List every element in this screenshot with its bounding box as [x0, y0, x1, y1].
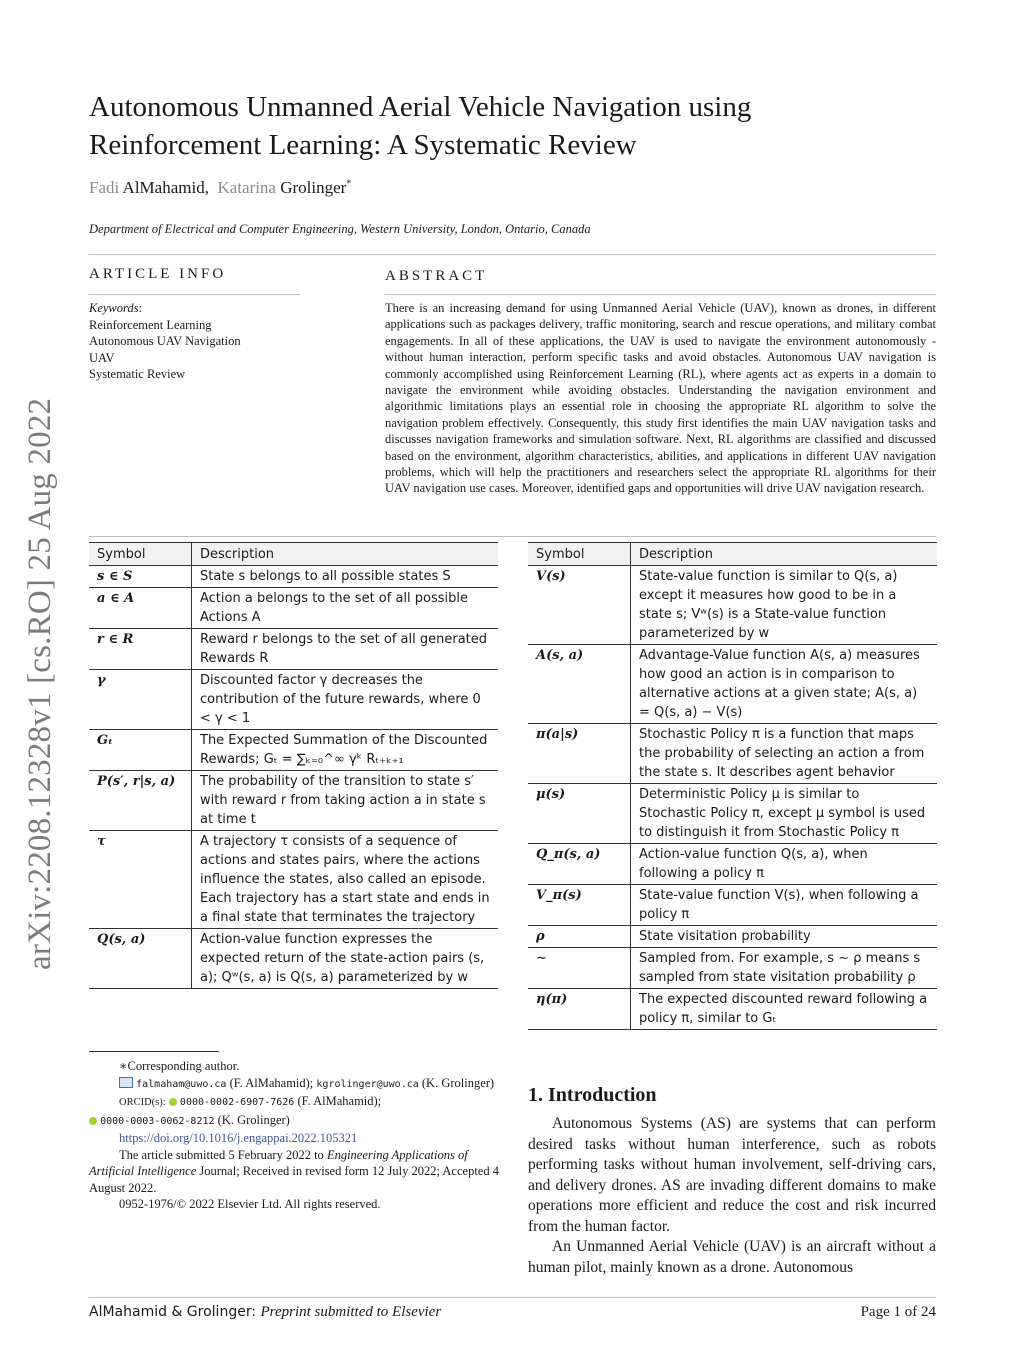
description-cell: State-value function V(s), when following a policy π: [631, 885, 938, 926]
table-row: [89, 771, 498, 831]
symbol-cell: P(s′, r|s, a): [89, 771, 192, 831]
keywords-label: Keywords: [89, 301, 139, 315]
introduction-body: [528, 1114, 936, 1278]
table-row: [89, 831, 498, 929]
table-row: [528, 844, 937, 885]
symbol-cell: μ(s): [528, 784, 631, 844]
author-first-name: Katarina: [217, 178, 276, 197]
footnote-rule: [89, 1051, 219, 1052]
divider: [89, 536, 936, 537]
arxiv-identifier: arXiv:2208.12328v1 [cs.RO] 25 Aug 2022: [22, 397, 58, 970]
table-row: [89, 588, 498, 629]
table-row: [528, 645, 937, 724]
description-cell: Deterministic Policy μ is similar to Stochastic Policy π, except μ symbol is used to distinguish it from Stochastic Policy π: [631, 784, 938, 844]
symbol-cell: V_π(s): [528, 885, 631, 926]
symbol-cell: τ: [89, 831, 192, 929]
mail-icon: [119, 1077, 133, 1088]
divider: [89, 294, 300, 295]
table-row: [89, 670, 498, 730]
symbol-cell: γ: [89, 670, 192, 730]
description-cell: Advantage-Value function A(s, a) measures how good an action is in comparison to alternative actions at a given state; A(s, a) = Q(s, a) − V(s): [631, 645, 938, 724]
description-cell: Discounted factor γ decreases the contribution of the future rewards, where 0 < γ < 1: [192, 670, 499, 730]
description-cell: Action-value function expresses the expected return of the state-action pairs (s, a); Qʷ(s, a) is Q(s, a) parameterized by w: [192, 929, 499, 989]
table-row: [89, 730, 498, 771]
footer-note: Preprint submitted to Elsevier: [260, 1304, 442, 1320]
orcid-link[interactable]: 0000-0003-0062-8212: [100, 1115, 215, 1127]
table-row: [528, 724, 937, 784]
keyword: Reinforcement Learning: [89, 317, 212, 332]
description-cell: The Expected Summation of the Discounted Rewards; Gₜ = ∑ₖ₌₀^∞ γᵏ Rₜ₊ₖ₊₁: [192, 730, 499, 771]
footer-left: [89, 1304, 441, 1321]
submission-note: [89, 1147, 499, 1197]
description-cell: The expected discounted reward following a policy π, similar to Gₜ: [631, 989, 938, 1030]
symbol-cell: V(s): [528, 566, 631, 645]
orcid-label: ORCID(s):: [119, 1097, 166, 1108]
column-header: Description: [631, 543, 938, 566]
symbol-cell: Q_π(s, a): [528, 844, 631, 885]
affiliation: Department of Electrical and Computer Engineering, Western University, London, Ontario, Canada: [89, 222, 591, 236]
table-row: [528, 885, 937, 926]
description-cell: The probability of the transition to state s′ with reward r from taking action a in state s at time t: [192, 771, 499, 831]
email-line: [89, 1075, 499, 1094]
table-row: [89, 929, 498, 989]
divider: [385, 294, 936, 295]
table-header-row: [89, 543, 498, 566]
table-header-row: [528, 543, 937, 566]
copyright: 0952-1976/© 2022 Elsevier Ltd. All rights reserved.: [119, 1197, 381, 1211]
orcid-link[interactable]: 0000-0002-6907-7626: [179, 1097, 295, 1108]
orcid-icon: [169, 1098, 177, 1106]
symbol-cell: a ∈ A: [89, 588, 192, 629]
title-line-1: Autonomous Unmanned Aerial Vehicle Navigation using: [89, 91, 752, 123]
email-owner: (K. Grolinger): [421, 1075, 495, 1090]
column-header: Symbol: [89, 543, 192, 566]
column-header: Description: [192, 543, 499, 566]
table-row: [528, 989, 937, 1030]
symbol-cell: A(s, a): [528, 645, 631, 724]
section-heading: 1. Introduction: [528, 1084, 657, 1106]
description-cell: A trajectory τ consists of a sequence of actions and states pairs, where the actions influence the states, also called an episode. Each trajectory has a start state and ends in a final state that terminates the trajectory: [192, 831, 499, 929]
submission-text: Journal; Received in revised form 12 July 2022; Accepted 4 August 2022.: [89, 1164, 499, 1195]
keyword: UAV: [89, 350, 115, 365]
title-line-2: Reinforcement Learning: A Systematic Review: [89, 129, 637, 161]
description-cell: Action a belongs to the set of all possible Actions A: [192, 588, 499, 629]
paragraph: Autonomous Systems (AS) are systems that can perform desired tasks without human interference, such as robots performing tasks without human involvement, self-driving cars, and delivery drones. AS are invading different domains to make operations more efficient and reduce the cost and risk incurred from the human factor.: [528, 1115, 936, 1235]
symbol-cell: s ∈ S: [89, 566, 192, 588]
keywords-block: Keywords: Reinforcement Learning Autonomous UAV Navigation UAV Systematic Review: [89, 301, 241, 381]
symbol-cell: Gₜ: [89, 730, 192, 771]
orcid-icon: [89, 1117, 97, 1125]
table-row: [89, 566, 498, 588]
corresponding-mark: *: [346, 178, 352, 190]
table-row: [528, 926, 937, 948]
page-number: Page 1 of 24: [860, 1304, 936, 1320]
orcid-owner: (K. Grolinger): [217, 1112, 290, 1127]
description-cell: State s belongs to all possible states S: [192, 566, 499, 588]
symbol-cell: ρ: [528, 926, 631, 948]
symbol-cell: η(π): [528, 989, 631, 1030]
divider: [89, 254, 936, 255]
keyword: Systematic Review: [89, 367, 186, 381]
orcid-line: [89, 1112, 499, 1131]
corresponding-note: ∗Corresponding author.: [119, 1059, 240, 1073]
symbol-table-right: [528, 542, 937, 1030]
doi-link[interactable]: https://doi.org/10.1016/j.engappai.2022.105321: [119, 1131, 358, 1145]
description-cell: State-value function is similar to Q(s, a) except it measures how good to be in a state s; Vʷ(s) is a State-value function parameterized by w: [631, 566, 938, 645]
footer-authors: AlMahamid & Grolinger:: [89, 1304, 257, 1320]
table-row: [528, 784, 937, 844]
paper-title: [89, 88, 849, 164]
author-last-name: Grolinger: [280, 178, 347, 197]
author-first-name: Fadi: [89, 178, 120, 197]
column-header: Symbol: [528, 543, 631, 566]
footnotes: [89, 1058, 499, 1213]
symbol-cell: r ∈ R: [89, 629, 192, 670]
divider: [89, 1297, 936, 1298]
orcid-owner: (F. AlMahamid);: [297, 1094, 382, 1108]
symbol-cell: π(a|s): [528, 724, 631, 784]
description-cell: Stochastic Policy π is a function that maps the probability of selecting an action a from the state s. It describes agent behavior: [631, 724, 938, 784]
table-row: [89, 629, 498, 670]
paragraph: An Unmanned Aerial Vehicle (UAV) is an aircraft without a human pilot, mainly known as a drone. Autonomous: [528, 1238, 936, 1276]
description-cell: Action-value function Q(s, a), when following a policy π: [631, 844, 938, 885]
description-cell: Sampled from. For example, s ∼ ρ means s sampled from state visitation probability ρ: [631, 948, 938, 989]
email-owner: (F. AlMahamid);: [229, 1075, 314, 1090]
description-cell: State visitation probability: [631, 926, 938, 948]
symbol-cell: ∼: [528, 948, 631, 989]
author-last-name: AlMahamid: [122, 178, 205, 197]
description-cell: Reward r belongs to the set of all generated Rewards R: [192, 629, 499, 670]
journal-name: Engineering Applications of Artificial Intelligence: [89, 1147, 468, 1178]
abstract-heading: ABSTRACT: [385, 268, 488, 284]
symbol-cell: Q(s, a): [89, 929, 192, 989]
symbol-table-left: [89, 542, 498, 989]
table-row: [528, 948, 937, 989]
table-row: [528, 566, 937, 645]
author-list: Fadi AlMahamid, Katarina Grolinger*: [89, 178, 352, 197]
submission-text: The article submitted 5 February 2022 to: [119, 1147, 324, 1162]
abstract-text: There is an increasing demand for using Unmanned Aerial Vehicle (UAV), known as drones, in different applications such as packages delivery, traffic monitoring, search and rescue operations, and military combat engagements. In all of these applications, the UAV is used to navigate the environment autonomously - without human interaction, perform specific tasks and avoid obstacles. Autonomous UAV navigation is commonly accomplished using Reinforcement Learning (RL), where agents act as experts in a domain to navigate the environment while avoiding obstacles. Understanding the navigation environment and algorithmic limitations plays an essential role in choosing the appropriate RL algorithm to solve the navigation problem effectively. Consequently, this study first identifies the main UAV navigation tasks and discusses navigation frameworks and simulation software. Next, RL algorithms are classified and discussed based on the environment, algorithm characteristics, abilities, and applications in different UAV navigation problems, which will help the practitioners and researchers select the appropriate RL algorithms for their UAV navigation use cases. Moreover, identified gaps and opportunities will drive UAV navigation research.: [385, 301, 936, 496]
keyword: Autonomous UAV Navigation: [89, 334, 241, 348]
article-info-heading: ARTICLE INFO: [89, 266, 227, 282]
orcid-line: [89, 1093, 499, 1112]
email-link[interactable]: falmaham@uwo.ca: [136, 1078, 227, 1090]
email-link[interactable]: kgrolinger@uwo.ca: [316, 1078, 419, 1090]
